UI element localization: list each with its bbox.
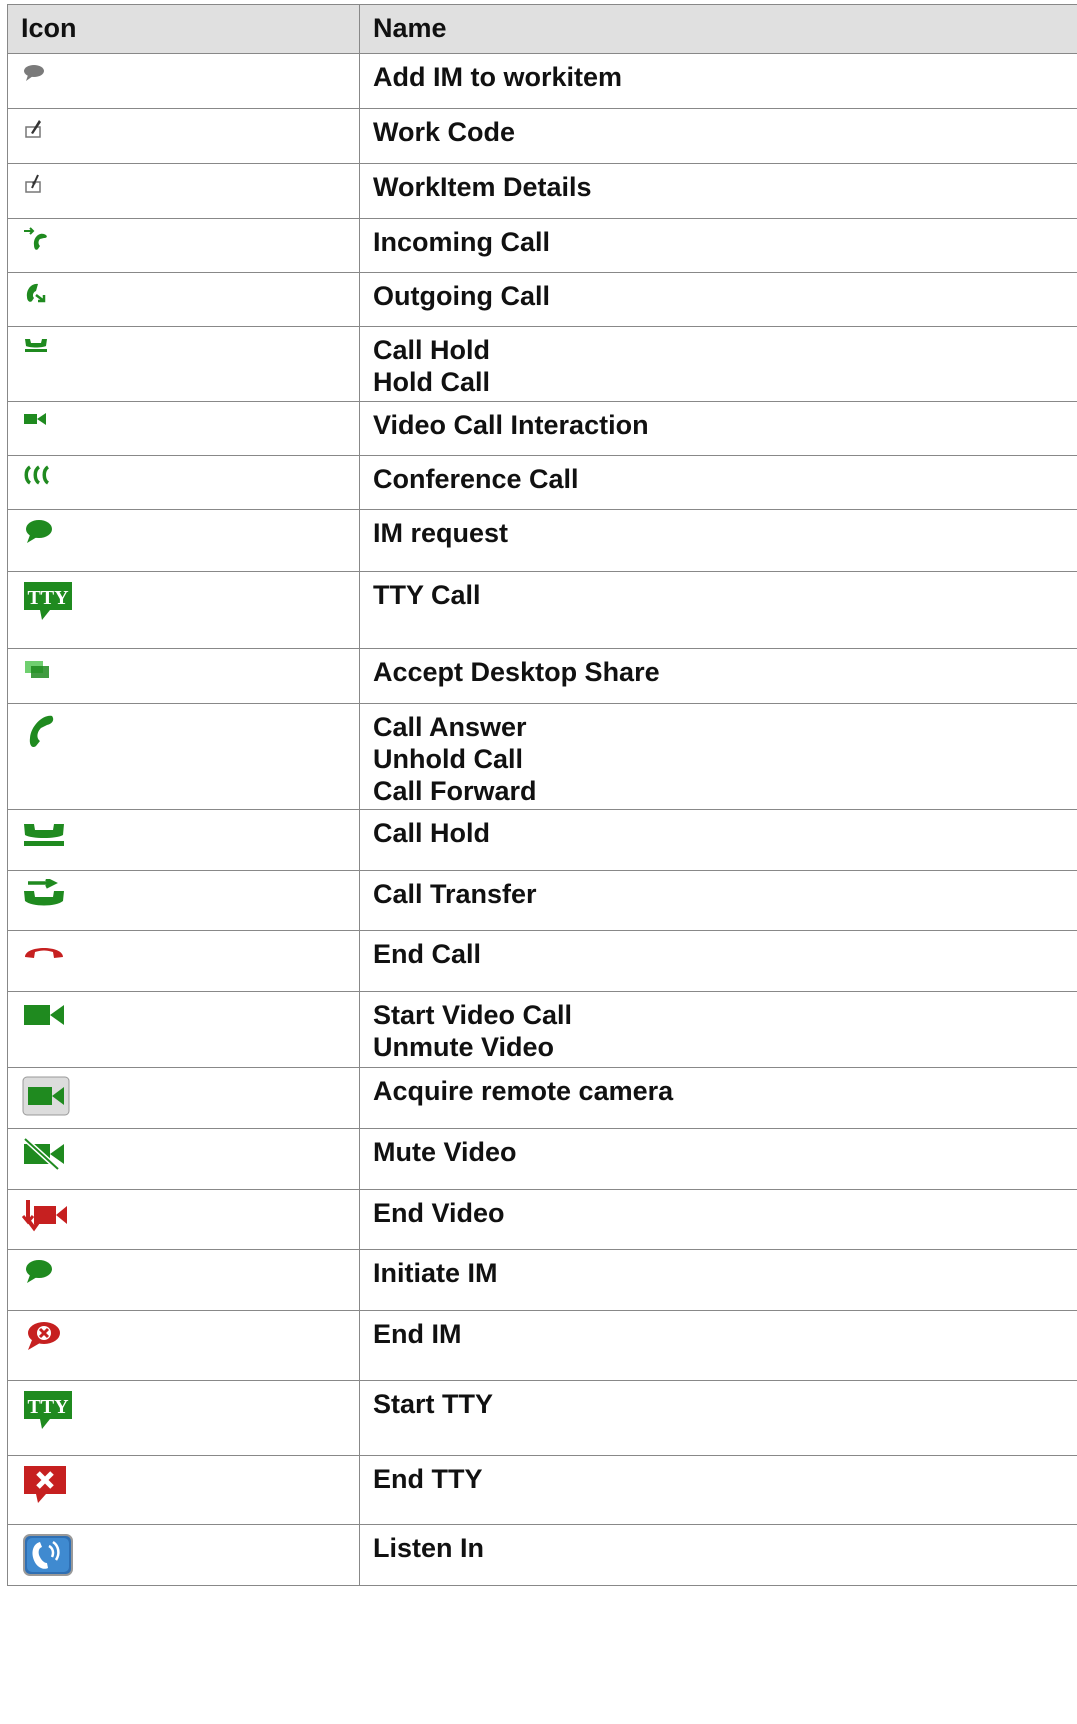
- table-row: [8, 402, 1077, 456]
- icon-cell: [8, 871, 360, 930]
- icon-cell: [8, 1381, 360, 1455]
- table-header-row: [8, 5, 1077, 54]
- table-row: [8, 54, 1077, 109]
- initiate-im-icon: [22, 1258, 54, 1286]
- header-name: Name: [373, 13, 447, 43]
- table-row: [8, 1250, 1077, 1311]
- icon-cell: [8, 327, 360, 401]
- name-cell: [360, 456, 1077, 509]
- table-row: [8, 456, 1077, 510]
- header-icon: Icon: [8, 5, 360, 53]
- icon-cell: [8, 931, 360, 991]
- name-line: Listen In: [373, 1533, 485, 1563]
- name-line: Call Hold: [373, 335, 491, 365]
- name-line: Start Video Call: [373, 1000, 573, 1030]
- name-line: Unmute Video: [373, 1032, 555, 1062]
- name-cell: [360, 704, 1077, 809]
- name-cell: [360, 1129, 1077, 1189]
- table-row: [8, 510, 1077, 572]
- table-row: [8, 1129, 1077, 1190]
- start-tty-icon: [22, 1389, 74, 1431]
- name-cell: [360, 871, 1077, 930]
- call-transfer-icon: [22, 879, 66, 911]
- work-code-pencil-icon: [22, 117, 46, 141]
- name-line: Mute Video: [373, 1137, 517, 1167]
- icon-cell: [8, 649, 360, 703]
- remote-camera-icon: [22, 1076, 70, 1116]
- name-line: Conference Call: [373, 464, 579, 494]
- table-row: [8, 704, 1077, 810]
- name-cell: [360, 1456, 1077, 1524]
- name-cell: [360, 572, 1077, 648]
- video-camera-small-icon: [22, 410, 48, 428]
- name-line: Hold Call: [373, 367, 491, 397]
- name-cell: [360, 649, 1077, 703]
- name-cell: [360, 402, 1077, 455]
- listen-in-icon: [22, 1533, 76, 1579]
- icon-cell: [8, 1250, 360, 1310]
- call-hold-small-icon: [22, 335, 50, 355]
- icon-cell: [8, 164, 360, 218]
- name-line: Acquire remote camera: [373, 1076, 674, 1106]
- icon-cell: [8, 1068, 360, 1128]
- name-cell: [360, 219, 1077, 272]
- name-cell: [360, 1250, 1077, 1310]
- name-line: End Video: [373, 1198, 505, 1228]
- table-row: [8, 164, 1077, 219]
- table-row: [8, 810, 1077, 871]
- table-row: [8, 871, 1077, 931]
- table-row: [8, 992, 1077, 1068]
- svg-text:TTY: TTY: [27, 1396, 69, 1418]
- incoming-call-icon: [22, 227, 52, 253]
- tty-call-icon: [22, 580, 74, 622]
- table-row: [8, 1068, 1077, 1129]
- icon-name-table: [7, 4, 1077, 1586]
- name-line: Work Code: [373, 117, 516, 147]
- table-row: [8, 649, 1077, 704]
- name-line: Initiate IM: [373, 1258, 498, 1288]
- name-line: IM request: [373, 518, 509, 548]
- name-line: Add IM to workitem: [373, 62, 622, 92]
- name-line: Call Hold: [373, 818, 491, 848]
- name-line: Video Call Interaction: [373, 410, 649, 440]
- name-cell: [360, 931, 1077, 991]
- end-video-icon: [22, 1198, 68, 1232]
- call-hold-icon: [22, 818, 66, 850]
- name-cell: [360, 1068, 1077, 1128]
- outgoing-call-icon: [22, 281, 50, 307]
- icon-cell: [8, 1456, 360, 1524]
- icon-cell: [8, 572, 360, 648]
- desktop-share-icon: [22, 657, 52, 681]
- table-row: [8, 1525, 1077, 1586]
- name-cell: [360, 109, 1077, 163]
- im-bubble-small-icon: [22, 62, 46, 86]
- table-row: [8, 1190, 1077, 1250]
- name-line: Incoming Call: [373, 227, 551, 257]
- name-cell: [360, 273, 1077, 326]
- table-row: [8, 109, 1077, 164]
- name-line: WorkItem Details: [373, 172, 592, 202]
- name-cell: [360, 54, 1077, 108]
- table-row: [8, 273, 1077, 327]
- end-tty-icon: [22, 1464, 68, 1504]
- icon-cell: [8, 992, 360, 1067]
- name-line: TTY Call: [373, 580, 481, 610]
- table-row: [8, 1456, 1077, 1525]
- name-cell: [360, 164, 1077, 218]
- icon-cell: [8, 1190, 360, 1249]
- svg-text:TTY: TTY: [27, 587, 69, 609]
- workitem-details-icon: [22, 172, 46, 196]
- name-line: End IM: [373, 1319, 462, 1349]
- name-line: End Call: [373, 939, 482, 969]
- icon-cell: [8, 456, 360, 509]
- name-line: Start TTY: [373, 1389, 494, 1419]
- icon-cell: [8, 1129, 360, 1189]
- name-cell: [360, 810, 1077, 870]
- icon-cell: [8, 704, 360, 809]
- icon-cell: [8, 510, 360, 571]
- icon-cell: [8, 1525, 360, 1585]
- name-line: End TTY: [373, 1464, 483, 1494]
- name-cell: [360, 510, 1077, 571]
- name-line: Call Answer: [373, 712, 527, 742]
- icon-cell: [8, 810, 360, 870]
- name-line: Call Forward: [373, 776, 537, 806]
- table-row: [8, 1311, 1077, 1381]
- icon-cell: [8, 219, 360, 272]
- icon-cell: [8, 54, 360, 108]
- end-im-icon: [22, 1319, 62, 1353]
- name-line: Unhold Call: [373, 744, 523, 774]
- im-request-bubble-icon: [22, 518, 54, 546]
- table-row: [8, 1381, 1077, 1456]
- icon-cell: [8, 402, 360, 455]
- name-line: Call Transfer: [373, 879, 537, 909]
- end-call-icon: [22, 939, 66, 963]
- name-cell: [360, 1525, 1077, 1585]
- table-row: [8, 572, 1077, 649]
- conference-call-icon: [22, 464, 52, 486]
- table-row: [8, 931, 1077, 992]
- mute-video-icon: [22, 1137, 66, 1171]
- name-cell: [360, 1381, 1077, 1455]
- name-cell: [360, 1311, 1077, 1380]
- icon-cell: [8, 1311, 360, 1380]
- name-line: Outgoing Call: [373, 281, 550, 311]
- name-cell: [360, 327, 1077, 401]
- table-row: [8, 219, 1077, 273]
- table-row: [8, 327, 1077, 402]
- video-camera-icon: [22, 1000, 66, 1030]
- name-cell: [360, 1190, 1077, 1249]
- name-cell: [360, 992, 1077, 1067]
- icon-cell: [8, 273, 360, 326]
- icon-cell: [8, 109, 360, 163]
- name-line: Accept Desktop Share: [373, 657, 660, 687]
- phone-handset-icon: [22, 712, 62, 752]
